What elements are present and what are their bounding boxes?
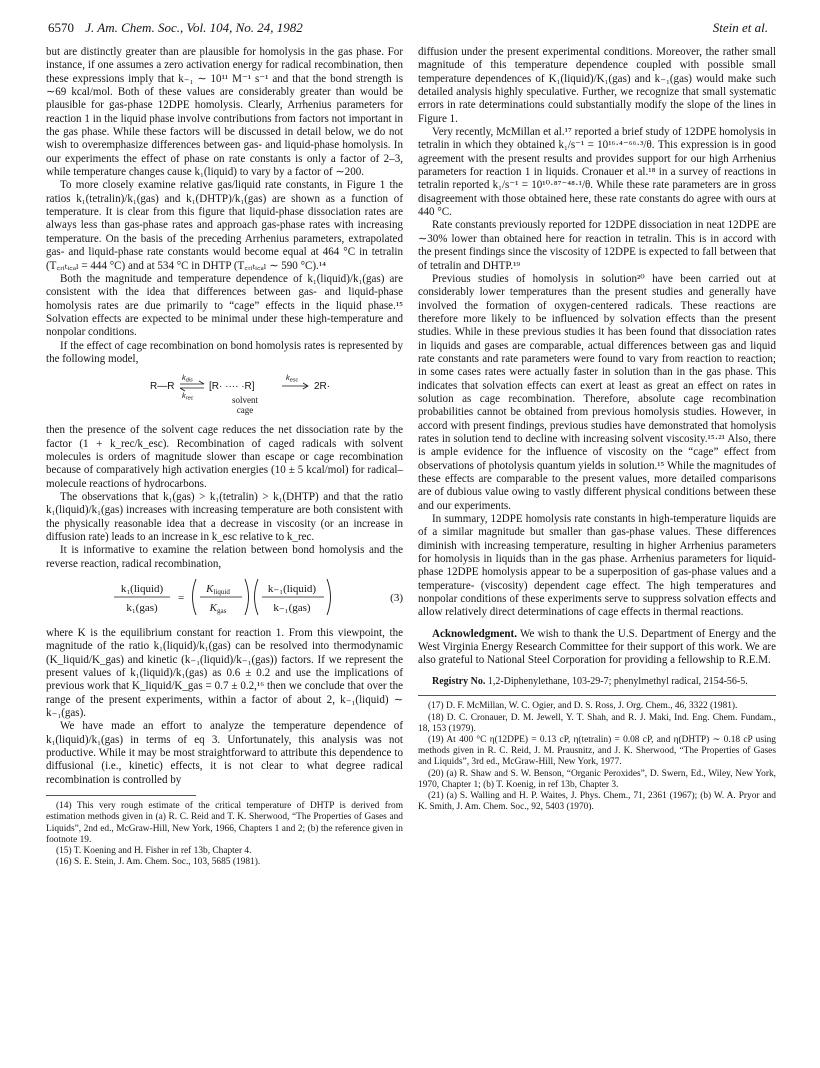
footnote: (20) (a) R. Shaw and S. W. Benson, “Organic Peroxides”, D. Swern, Ed., Wiley, New York, 1970, Chapter 1; (b) T. Koenig, in ref 13b, Chapter 3. — [418, 768, 776, 790]
footnote-rule — [46, 795, 196, 796]
footnote: (18) D. C. Cronauer, D. M. Jewell, Y. T. Shah, and R. J. Maki, Ind. Eng. Chem. Fundam., 18, 153 (1979). — [418, 712, 776, 734]
footnote: (16) S. E. Stein, J. Am. Chem. Soc., 103, 5685 (1981). — [56, 857, 261, 868]
paragraph: Both the magnitude and temperature dependence of k₁(liquid)/k₁(gas) are consistent with the idea that differences between gas- and liquid-phase homolysis rates are due primarily to “cage” effects in the liquid phase.¹⁵ Solvation effects are expected to be minimal under these high-temperature and nonpolar conditions. — [46, 272, 403, 339]
footnotes-left — [46, 801, 403, 868]
eq-right-paren-2 — [327, 579, 331, 615]
paragraph: In summary, 12DPE homolysis rate constants in high-temperature liquids are of a similar magnitude but smaller than gas-phase values. These differences diminish with increasing temperature, resulting in higher Arrhenius parameters for homolysis in liquids than in the gas phase. Arrhenius parameters for liquid-phase 12DPE homolysis appear to be a superposition of gas-phase values and a temperature- (viscosity) dependent cage effect. The high temperatures and nonpolar conditions of these experiments serve to suppress solvation effects and allow relatively direct determinations of cage effects in thermal reactions. — [418, 513, 776, 619]
equation-svg — [46, 575, 403, 621]
footnote: (14) This very rough estimate of the critical temperature of DHTP is derived from estimation methods given in (a) R. C. Reid and T. K. Sherwood, “The Properties of Gases and Liquids”, 2nd ed., McGraw-Hill, New York, 1966, Chapters 1 and 2; (b) the reference given in footnote 19. — [46, 801, 403, 845]
paragraph: To more closely examine relative gas/liquid rate constants, in Figure 1 the ratios k₁(tetralin)/k₁(gas) and k₁(DHTP)/k₁(gas) are shown as a function of temperature. It is clear from this figure that liquid-phase dissociation rates are always less than gas-phase rates and approach gas-phase rates with increasing temperature. On the basis of the preceding Arrhenius parameters, extrapolated gas- and liquid-phase rate constants would become equal at 464 °C in tetralin (T꜀ᵣᵢₜᵢ꜀ₐₗ = 444 °C) and at 534 °C in DHTP (T꜀ᵣᵢₜᵢ꜀ₐₗ ∼ 590 °C).¹⁴ — [46, 179, 403, 272]
running-header-authors: Stein et al. — [712, 20, 768, 35]
eq-k-gas: Kgas — [209, 602, 227, 616]
footnote: (17) D. F. McMillan, W. C. Ogier, and D. S. Ross, J. Org. Chem., 46, 3322 (1981). — [428, 701, 738, 712]
running-header-left — [48, 20, 303, 36]
footnote: (15) T. Koening and H. Fisher in ref 13b, Chapter 4. — [56, 845, 252, 856]
eq-number: (3) — [390, 592, 403, 605]
eq-left-paren-2 — [255, 579, 259, 615]
scheme-cage-label-2: cage — [236, 405, 254, 416]
scheme-caged-pair: [R· ···· ·R] — [209, 381, 255, 393]
paragraph: Very recently, McMillan et al.¹⁷ reported a brief study of 12DPE homolysis in tetralin in which they obtained k₁/s⁻¹ = 10¹⁶·⁴⁻⁶⁶·³/θ. This expression is in good agreement with the present results and provides support for our high Arrhenius parameters for reaction 1 in liquids. Cronauer et al.¹⁸ in a survey of reactions in tetralin reported k₁/s⁻¹ = 10¹⁰·⁸⁷⁻⁴⁸·¹/θ. While these rate parameters are in gross disagreement with those obtained here, these rate constants do agree with ours at 440 °C. — [418, 126, 776, 219]
page-header — [48, 20, 768, 40]
eq-rhs-denominator: k₋₁(gas) — [273, 602, 311, 615]
scheme-product: 2R· — [314, 381, 331, 393]
scheme-reactant: R—R — [150, 381, 175, 393]
paragraph: The observations that k₁(gas) > k₁(tetralin) > k₁(DHTP) and that the ratio k₁(liquid)/k₁(gas) increases with increasing temperature are both consistent with the physically reasonable idea that a decrease in viscosity (or an increase in diffusion rate) leads to an increase in k_esc relative to k_rec. — [46, 490, 403, 543]
registry-text: 1,2-Diphenylethane, 103-29-7; phenylmethyl radical, 2154-56-5. — [485, 675, 748, 687]
paragraph: It is informative to examine the relation between bond homolysis and the reverse reaction, radical recombination, — [46, 544, 403, 570]
journal-citation: J. Am. Chem. Soc., Vol. 104, No. 24, 1982 — [85, 20, 303, 35]
eq-rhs-numerator: k₋₁(liquid) — [267, 583, 317, 596]
acknowledgment-text: We wish to thank the U.S. Department of Energy and the West Virginia Energy Research Committee for their support of this work. We are also grateful to National Steel Corporation for providing a fellowship to R.E.M. — [418, 627, 776, 667]
eq-right-paren-1 — [245, 579, 249, 615]
paragraph: Previous studies of homolysis in solution²⁰ have been carried out at considerably lower temperatures than the present studies and generally have involved the formation of oxygen-centered radicals. These reactions are therefore more likely to be influenced by solvation effects than the present studies. While in these previous studies it has been found that dissociation rates in liquids and gases are comparable, actual differences between gas and liquid rate constants and rate parameters were found to vary from reaction to reaction; in some cases rates were actually faster in solution than in the gas phase. This indicates that solvation effects can exert at least as great an effect on rates in solution as cage recombination. Therefore, absolute cage recombination probabilities cannot be obtained from previous homolysis studies. However, in accord with present findings, previous studies have demonstrated that homolysis rates in solution tend to decline with increasing solvent viscosity.¹⁵·²¹ Also, there is ample evidence for the influence of viscosity on the “cage” effect from observations of photolysis quantum yields in solution.¹⁵ While the magnitudes of these effects are comparable to the present values, more detailed comparisons are of dubious value owing to vastly different physical conditions between these and our experiments. — [418, 272, 776, 512]
paragraph: where K is the equilibrium constant for reaction 1. From this viewpoint, the magnitude of the ratio k₁(liquid)/k₁(gas) can be resolved into thermodynamic (K_liquid/K_gas) and kinetic (k₋₁(liquid)/k₋₁(gas)) factors. If we represent the present values of k₁(liquid)/k₁(gas) as 0.6 ± 0.2 and use the implications of previous work that K_liquid/K_gas = 0.7 ± 0.2,¹⁶ then we conclude that over the range of the present experiments, within a factor of about 2, k₋₁(liquid) ∼ k₋₁(gas). — [46, 627, 403, 720]
paragraph: then the presence of the solvent cage reduces the net dissociation rate by the factor (1 + k_rec/k_esc). Recombination of caged radicals with solvent molecules is orders of magnitude slower than escape or cage recombination because of comparatively high activation energies (10 ± 5 kcal/mol) for radical–molecule reactions of hydrocarbons. — [46, 424, 403, 490]
scheme-k-rec: $k_{rec}$ — [182, 391, 194, 402]
left-column — [46, 46, 403, 868]
cage-model-svg — [46, 370, 403, 420]
scheme-k-esc: $k_{esc}$ — [286, 373, 299, 384]
footnotes-right — [418, 701, 776, 813]
footnote-rule — [418, 695, 776, 696]
equation-3 — [46, 575, 403, 621]
scheme-cage-label-1: solvent — [232, 395, 258, 406]
acknowledgment-title: Acknowledgment. — [432, 627, 517, 640]
page-number: 6570 — [48, 20, 74, 35]
eq-lhs-numerator: k₁(liquid) — [120, 583, 164, 596]
forward-arrow-head — [199, 381, 204, 384]
eq-equals: = — [178, 592, 185, 605]
paragraph: We have made an effort to analyze the temperature dependence of k₁(liquid)/k₁(gas) in terms of eq 3. Unfortunately, this analysis was not productive. While it may be most straightforward to attribute this dependence to diffusional (i.e., kinetic) effects, it is not clear to what degree radical recombination is controlled by — [46, 720, 403, 786]
paragraph: If the effect of cage recombination on bond homolysis rates is represented by the following model, — [46, 339, 403, 365]
registry-title: Registry No. — [432, 675, 486, 687]
eq-lhs-denominator: k₁(gas) — [126, 602, 158, 615]
eq-left-paren-1 — [193, 579, 197, 615]
cage-model-scheme — [46, 370, 403, 420]
registry-numbers — [418, 676, 776, 688]
footnote: (21) (a) S. Walling and H. P. Waites, J. Phys. Chem., 71, 2361 (1967); (b) W. A. Pryor and K. Smith, J. Am. Chem. Soc., 92, 5403 (1970). — [418, 791, 776, 813]
scheme-k-dis: $k_{dis}$ — [182, 373, 193, 384]
paragraph: diffusion under the present experimental conditions. Moreover, the rather small magnitude of this temperature dependence coupled with possible small temperature dependences of K₁(liquid)/K₁(gas) and k₋₁(gas) would make such detailed analysis highly speculative. Further, we recognize that small systematic errors in rate determinations could substantially modify the slope of the lines in Figure 1. — [418, 46, 776, 125]
right-column — [418, 46, 776, 813]
acknowledgment — [418, 628, 776, 668]
paragraph: Rate constants previously reported for 12DPE dissociation in neat 12DPE are ∼30% lower than obtained here for reaction in tetralin. This is in accord with the present findings since the viscosity of 12DPE is expected to fall between that of tetralin and DHTP.¹⁹ — [418, 219, 776, 272]
eq-k-liquid: Kliquid — [206, 583, 230, 597]
paragraph: but are distinctly greater than are plausible for homolysis in the gas phase. For instance, if one assumes a zero activation energy for radical recombination, then these expressions imply that k₋₁ ∼ 10¹¹ M⁻¹ s⁻¹ and that the bond strength is ∼69 kcal/mol. Both of these values are considerably greater than would be plausible for gas-phase 12DPE homolysis. Clearly, Arrhenius parameters for reaction 1 in the liquid phase involve contributions from factors not important in the gas phase. While these factors will be discussed in detail below, we do not wish to overemphasize differences between gas- and liquid-phase homolysis. In our experiments the effect of phase on rate constants is only a factor of 2–3, while temperature changes cause k₁(liquid) to vary by a factor of ∼200. — [46, 46, 403, 179]
footnote: (19) At 400 °C η(12DPE) = 0.13 cP, η(tetralin) = 0.08 cP, and η(DHTP) ∼ 0.18 cP using methods given in R. C. Reid, J. M. Prausnitz, and J. K. Sherwood, “The Properties of Gases and Liquids”, 3rd ed., McGraw-Hill, New York, 1977. — [418, 735, 776, 768]
